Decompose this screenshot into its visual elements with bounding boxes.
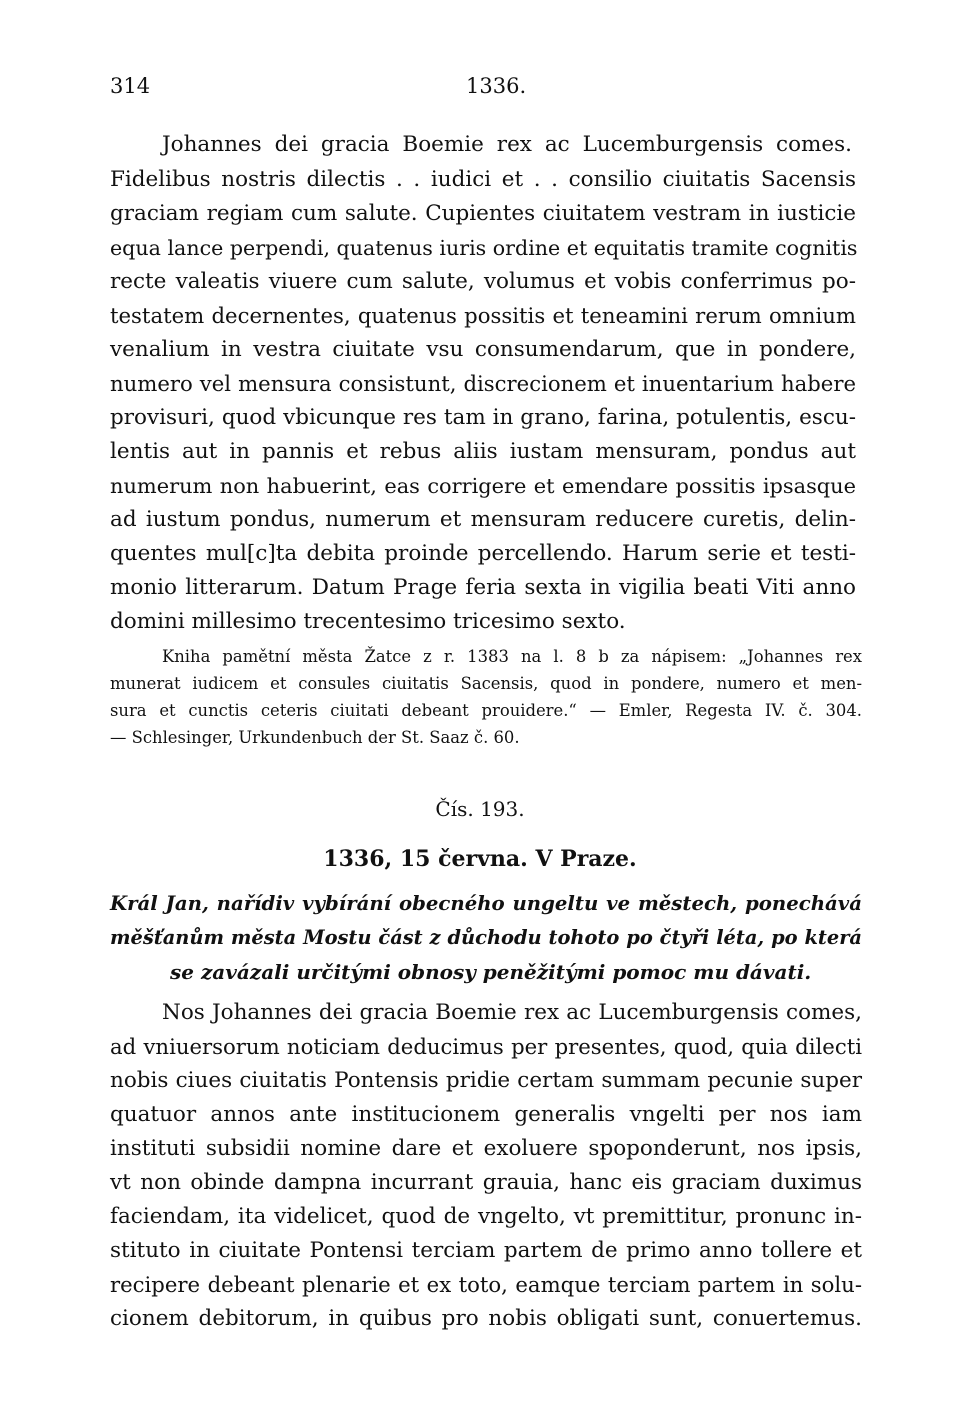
summary-line: měšťanům města Mostu část z důchodu tohoto po čtyři léta, po která <box>110 926 862 949</box>
text-line: Fidelibus nostris dilectis . . iudici et . . consilio ciuitatis Sacensis <box>110 167 856 192</box>
text-line: numero vel mensura consistunt, discrecionem et inuentarium habere <box>110 371 856 396</box>
text-line: Nos Johannes dei gracia Boemie rex ac Lucemburgensis comes, <box>162 1000 862 1025</box>
text-line: vt non obinde dampna incurrant grauia, hanc eis graciam duximus <box>110 1170 862 1195</box>
note-line: — Schlesinger, Urkundenbuch der St. Saaz č. 60. <box>110 728 520 747</box>
text-line: testatem decernentes, quatenus possitis et teneamini rerum omnium <box>110 303 856 328</box>
text-line: Johannes dei gracia Boemie rex ac Lucemburgensis comes. <box>162 132 852 157</box>
running-header-year: 1336. <box>466 74 527 98</box>
document-number: Čís. 193. <box>435 797 525 821</box>
document-date-place: 1336, 15 června. V Praze. <box>323 846 637 872</box>
text-line: cionem debitorum, in quibus pro nobis obligati sunt, conuertemus. <box>110 1306 862 1331</box>
text-line: nobis ciues ciuitatis Pontensis pridie certam summam pecunie super <box>110 1068 862 1093</box>
note-line: munerat iudicem et consules ciuitatis Sacensis, quod in pondere, numero et men- <box>110 674 862 693</box>
text-line: stituto in ciuitate Pontensi terciam partem de primo anno tollere et <box>110 1238 862 1263</box>
text-line: lentis aut in pannis et rebus aliis iustam mensuram, pondus aut <box>110 439 856 464</box>
text-line: graciam regiam cum salute. Cupientes ciuitatem vestram in iusticie <box>110 201 856 226</box>
summary-line: se zavázali určitými obnosy peněžitými pomoc mu dávati. <box>170 960 812 984</box>
text-line: monio litterarum. Datum Prage feria sexta in vigilia beati Viti anno <box>110 575 856 600</box>
text-line: numerum non habuerint, eas corrigere et emendare possitis ipsasque <box>110 474 856 498</box>
note-line: Kniha pamětní města Žatce z r. 1383 na l. 8 b za nápisem: „Johannes rex <box>162 647 862 666</box>
note-line: sura et cunctis ceteris ciuitati debeant prouidere.“ — Emler, Regesta IV. č. 304. <box>110 701 862 720</box>
page-number: 314 <box>110 74 151 98</box>
text-line: provisuri, quod vbicunque res tam in grano, farina, potulentis, escu- <box>110 405 856 430</box>
text-line: ad vniuersorum noticiam deducimus per presentes, quod, quia dilecti <box>110 1034 862 1059</box>
text-line: instituti subsidii nomine dare et exoluere spoponderunt, nos ipsis, <box>110 1136 862 1161</box>
text-line: recte valeatis viuere cum salute, volumus et vobis conferrimus po- <box>110 269 856 294</box>
summary-line: Král Jan, nařídiv vybírání obecného ungeltu ve městech, ponechává <box>110 892 862 915</box>
text-line: domini millesimo trecentesimo tricesimo sexto. <box>110 609 626 634</box>
text-line: ad iustum pondus, numerum et mensuram reducere curetis, delin- <box>110 507 856 532</box>
text-line: venalium in vestra ciuitate vsu consumendarum, que in pondere, <box>110 337 856 362</box>
text-line: quentes mul[c]ta debita proinde percellendo. Harum serie et testi- <box>110 541 856 566</box>
text-line: recipere debeant plenarie et ex toto, eamque terciam partem in solu- <box>110 1272 862 1297</box>
text-line: equa lance perpendi, quatenus iuris ordine et equitatis tramite cognitis <box>110 236 858 260</box>
text-line: quatuor annos ante institucionem generalis vngelti per nos iam <box>110 1102 862 1127</box>
text-line: faciendam, ita videlicet, quod de vngelto, vt premittitur, pronunc in- <box>110 1204 862 1229</box>
